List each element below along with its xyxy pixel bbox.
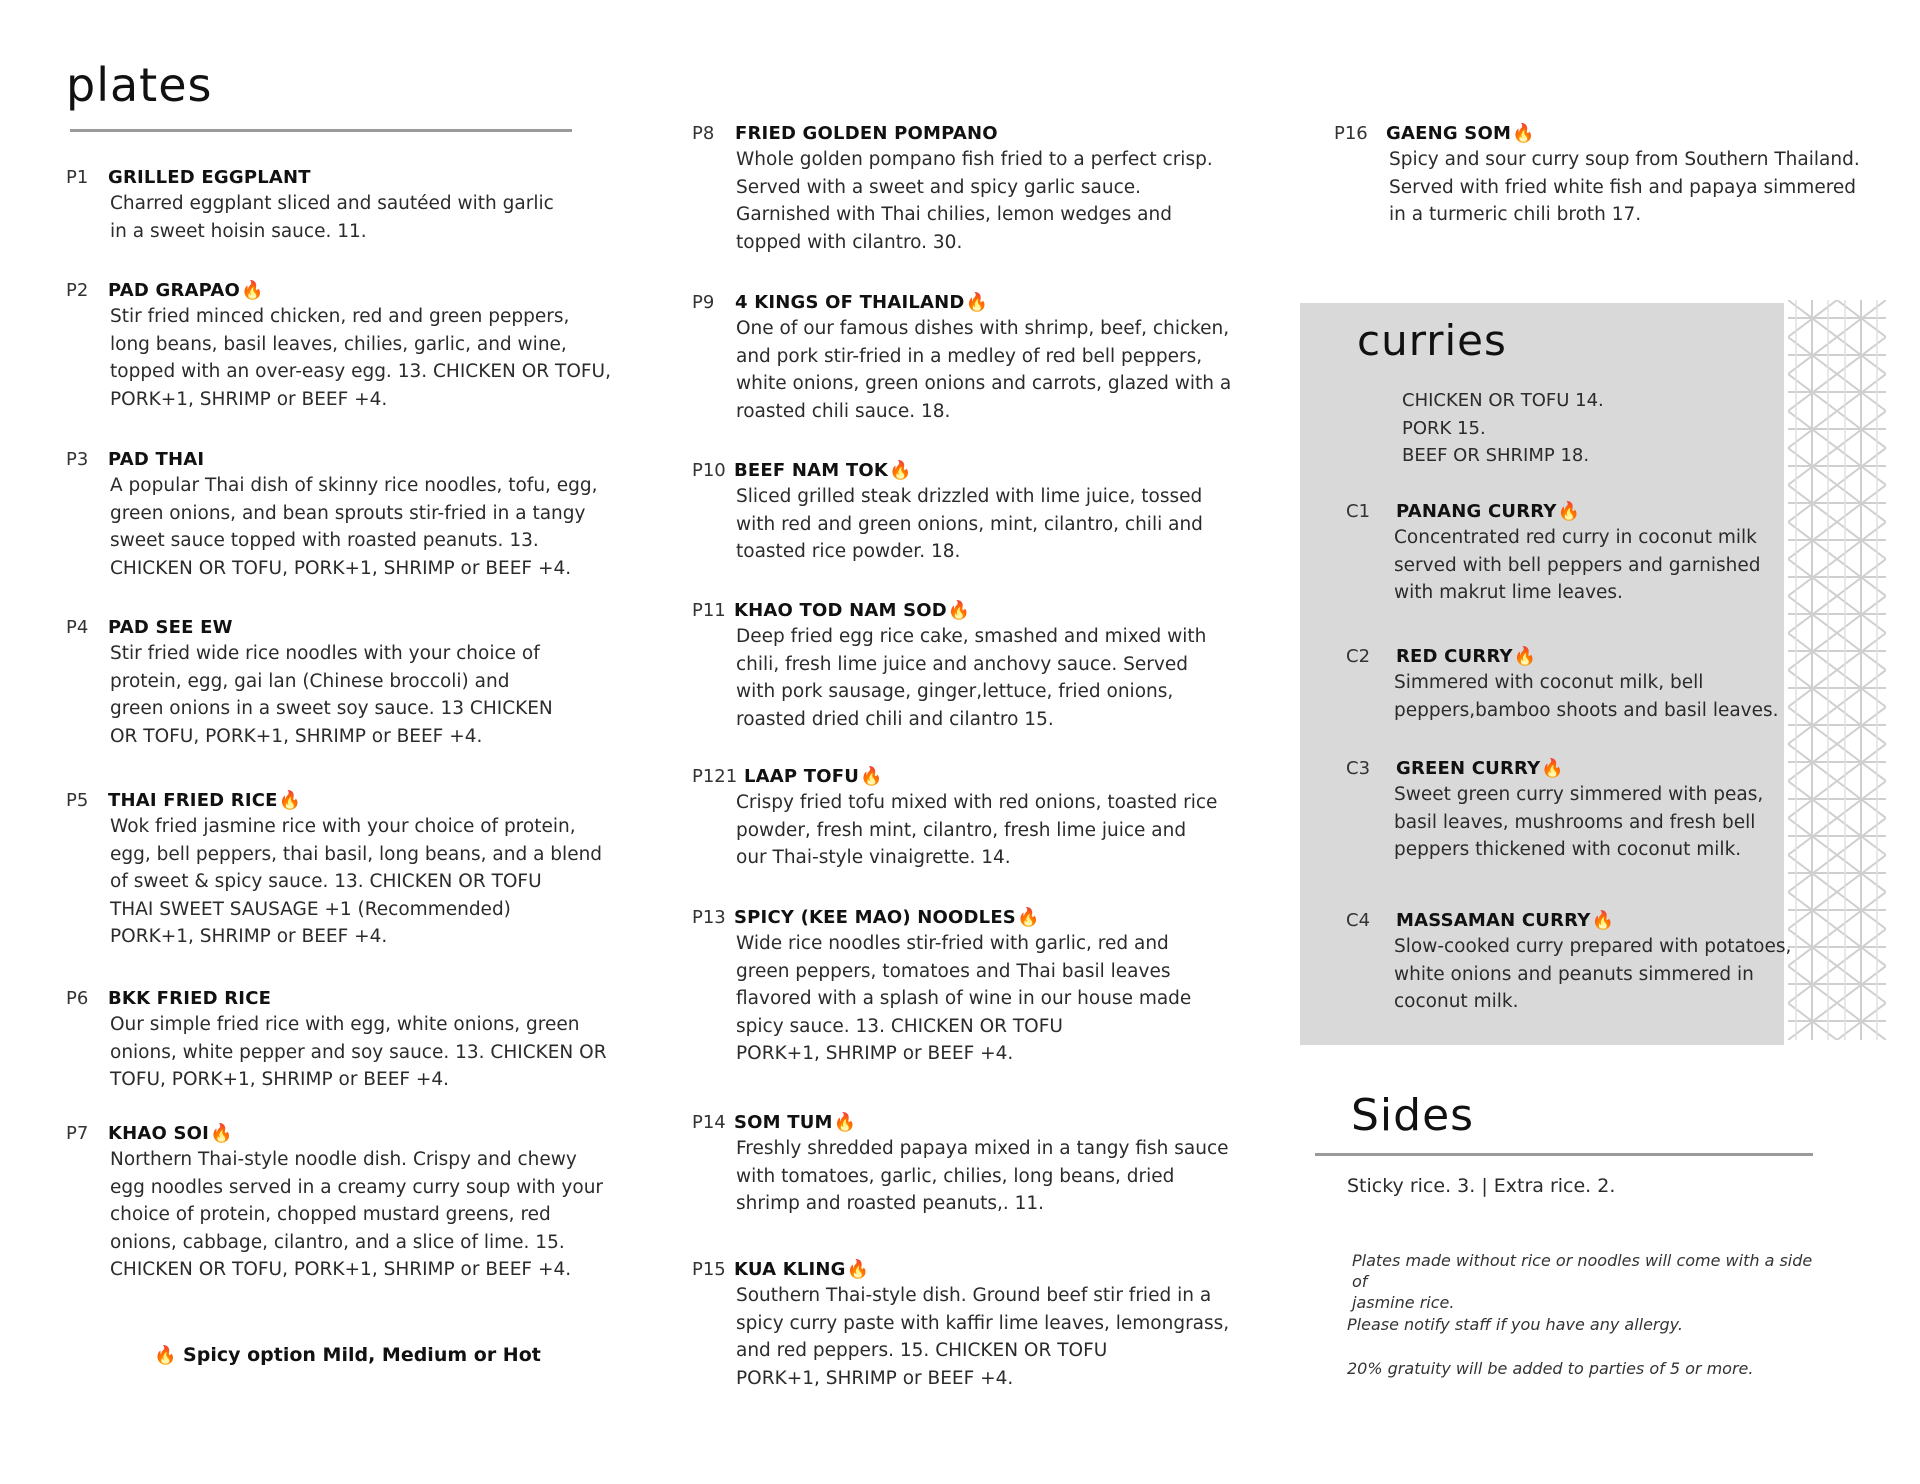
item-name: FRIED GOLDEN POMPANO [735, 123, 998, 144]
fire-icon: 🔥 [154, 1345, 177, 1366]
menu-item-header [66, 987, 607, 1011]
plates-title: plates [66, 58, 213, 112]
item-description: Wok fried jasmine rice with your choice of protein, egg, bell peppers, thai basil, long beans, and a blend of sweet & spicy sauce. 13. CHICKEN OR TOFU THAI SWEET SAUSAGE +1 (Recommended) PORK+1, SHRIMP or BEEF +4. [110, 816, 603, 947]
item-code: P4 [66, 617, 89, 638]
item-code: P11 [692, 600, 726, 621]
item-description: Southern Thai-style dish. Ground beef stir fried in a spicy curry paste with kaffir lime leaves, lemongrass, and red peppers. 15. CHICKEN OR TOFU PORK+1, SHRIMP or BEEF +4. [736, 1285, 1230, 1389]
menu-item-header [692, 1258, 1229, 1282]
item-name: MASSAMAN CURRY [1396, 910, 1591, 931]
menu-item [692, 459, 1203, 566]
fire-icon: 🔥 [1512, 123, 1535, 144]
fire-icon: 🔥 [888, 460, 912, 481]
menu-item [692, 906, 1191, 1068]
menu-item-header [66, 279, 611, 303]
menu-item [66, 279, 611, 413]
item-name: KHAO TOD NAM SOD [734, 600, 947, 621]
spicy-legend-text: Spicy option Mild, Medium or Hot [183, 1344, 541, 1366]
note-rice: Plates made without rice or noodles will come with a side of jasmine rice. [1352, 1251, 1813, 1312]
item-code: P16 [1334, 123, 1368, 144]
item-name: SPICY (KEE MAO) NOODLES [734, 907, 1016, 928]
item-code: P2 [66, 280, 89, 301]
item-name: GRILLED EGGPLANT [108, 167, 311, 188]
lattice-pattern-icon [1788, 300, 1886, 1040]
menu-item-header [1346, 757, 1763, 781]
curries-prices [1402, 387, 1604, 470]
fire-icon: 🔥 [846, 1259, 870, 1280]
item-description: Slow-cooked curry prepared with potatoes, white onions and peanuts simmered in coconut milk. [1394, 936, 1792, 1012]
menu-item-header [1346, 645, 1779, 669]
menu-item [1346, 500, 1761, 607]
menu-item-header [692, 122, 1213, 146]
item-name: BKK FRIED RICE [108, 988, 272, 1009]
item-description: Simmered with coconut milk, bell peppers,bamboo shoots and basil leaves. [1394, 672, 1779, 721]
item-name: THAI FRIED RICE [108, 790, 278, 811]
menu-item-header [1334, 122, 1860, 146]
menu-item [66, 448, 598, 582]
fire-icon: 🔥 [833, 1112, 857, 1133]
item-description: Sweet green curry simmered with peas, basil leaves, mushrooms and fresh bell peppers thickened with coconut milk. [1394, 784, 1764, 860]
menu-item [66, 616, 553, 750]
item-code: P121 [692, 766, 738, 787]
item-code: P14 [692, 1112, 726, 1133]
item-description: One of our famous dishes with shrimp, beef, chicken, and pork stir-fried in a medley of red bell peppers, white onions, green onions and carrots, glazed with a roasted chili sauce. 18. [736, 318, 1232, 422]
fire-icon: 🔥 [1557, 501, 1580, 522]
sides-text: Sticky rice. 3. | Extra rice. 2. [1347, 1175, 1616, 1197]
item-code: C4 [1346, 910, 1371, 931]
item-code: P3 [66, 449, 89, 470]
menu-item-header [692, 906, 1191, 930]
sides-title: Sides [1351, 1090, 1475, 1141]
item-code: C3 [1346, 758, 1371, 779]
item-name: PAD GRAPAO [108, 280, 241, 301]
menu-item [1334, 122, 1860, 229]
menu-item-header [66, 789, 602, 813]
curries-title: curries [1357, 316, 1507, 365]
item-code: C2 [1346, 646, 1371, 667]
decorative-pattern [1788, 300, 1886, 1040]
curry-price-line: BEEF OR SHRIMP 18. [1402, 445, 1590, 466]
fire-icon: 🔥 [1541, 758, 1564, 779]
item-code: P10 [692, 460, 726, 481]
sides-rule [1315, 1153, 1813, 1156]
menu-item [692, 1258, 1229, 1392]
item-description: Wide rice noodles stir-fried with garlic, red and green peppers, tomatoes and Thai basil leaves flavored with a splash of wine in our house made spicy sauce. 13. CHICKEN OR TOFU PORK+1, SHRIMP or BEEF +4. [736, 933, 1192, 1064]
item-description: A popular Thai dish of skinny rice noodles, tofu, egg, green onions, and bean sprouts stir-fried in a tangy sweet sauce topped with roasted peanuts. 13. CHICKEN OR TOFU, PORK+1, SHRIMP or BEEF +4. [110, 475, 598, 579]
curry-price-line: CHICKEN OR TOFU 14. [1402, 390, 1604, 411]
menu-item [66, 789, 602, 951]
item-description: Spicy and sour curry soup from Southern Thailand. Served with fried white fish and papaya simmered in a turmeric chili broth 17. [1389, 149, 1860, 225]
item-code: P6 [66, 988, 89, 1009]
menu-item-header [692, 1111, 1229, 1135]
item-description: Stir fried minced chicken, red and green peppers, long beans, basil leaves, chilies, garlic, and wine, topped with an over-easy egg. 13. CHICKEN OR TOFU, PORK+1, SHRIMP or BEEF +4. [110, 306, 611, 410]
menu-item [66, 166, 554, 245]
item-code: P8 [692, 123, 715, 144]
item-name: PANANG CURRY [1396, 501, 1557, 522]
item-description: Freshly shredded papaya mixed in a tangy fish sauce with tomatoes, garlic, chilies, long beans, dried shrimp and roasted peanuts,. 11. [736, 1138, 1229, 1214]
fire-icon: 🔥 [241, 280, 264, 301]
menu-item-header [692, 765, 1217, 789]
menu-item-header [66, 448, 598, 472]
plates-rule [70, 129, 572, 132]
item-description: Charred eggplant sliced and sautéed with garlic in a sweet hoisin sauce. 11. [110, 193, 554, 242]
item-description: Concentrated red curry in coconut milk served with bell peppers and garnished with makrut lime leaves. [1394, 527, 1761, 603]
note-gratuity: 20% gratuity will be added to parties of 5 or more. [1347, 1359, 1754, 1378]
menu-item-header [692, 599, 1206, 623]
item-name: GAENG SOM [1386, 123, 1512, 144]
fire-icon: 🔥 [278, 790, 302, 811]
item-description: Crispy fried tofu mixed with red onions, toasted rice powder, fresh mint, cilantro, fresh lime juice and our Thai-style vinaigrette. 14. [736, 792, 1218, 868]
item-name: KHAO SOI [108, 1123, 210, 1144]
menu-item-header [1346, 500, 1761, 524]
fire-icon: 🔥 [210, 1123, 233, 1144]
item-code: P15 [692, 1259, 726, 1280]
item-code: P9 [692, 292, 715, 313]
item-code: P5 [66, 790, 89, 811]
menu-item [692, 765, 1217, 872]
menu-item [692, 122, 1213, 256]
spicy-legend [153, 1344, 541, 1366]
fire-icon: 🔥 [965, 292, 988, 313]
fire-icon: 🔥 [860, 766, 883, 787]
item-description: Northern Thai-style noodle dish. Crispy and chewy egg noodles served in a creamy curry soup with your choice of protein, chopped mustard greens, red onions, cabbage, cilantro, and a slice of lime. 15. CHICKEN OR TOFU, PORK+1, SHRIMP or BEEF +4. [110, 1149, 604, 1280]
fire-icon: 🔥 [1591, 910, 1614, 931]
item-description: Stir fried wide rice noodles with your choice of protein, egg, gai lan (Chinese broccoli) and green onions in a sweet soy sauce. 13 CHICKEN OR TOFU, PORK+1, SHRIMP or BEEF +4. [110, 643, 553, 747]
menu-item-header [692, 459, 1203, 483]
menu-item [1346, 645, 1779, 724]
item-description: Whole golden pompano fish fried to a perfect crisp. Served with a sweet and spicy garlic sauce. Garnished with Thai chilies, lemon wedges and topped with cilantro. 30. [736, 149, 1213, 253]
item-name: PAD SEE EW [108, 617, 233, 638]
menu-item [1346, 757, 1763, 864]
menu-item-header [66, 1122, 603, 1146]
curry-price-line: PORK 15. [1402, 417, 1486, 439]
fire-icon: 🔥 [1016, 907, 1040, 928]
menu-item [66, 1122, 603, 1284]
menu-item-header [66, 616, 553, 640]
item-description: Our simple fried rice with egg, white onions, green onions, white pepper and soy sauce. 13. CHICKEN OR TOFU, PORK+1, SHRIMP or BEEF +4. [110, 1014, 607, 1090]
item-description: Deep fried egg rice cake, smashed and mixed with chili, fresh lime juice and anchovy sauce. Served with pork sausage, ginger,lettuce, fried onions, roasted dried chili and cilantro 15. [736, 626, 1207, 730]
menu-item [66, 987, 607, 1094]
menu-item [1346, 909, 1791, 1016]
menu-item [692, 291, 1231, 425]
note-allergy: Please notify staff if you have any allergy. [1347, 1315, 1683, 1334]
menu-item-header [692, 291, 1231, 315]
item-name: PAD THAI [108, 449, 205, 470]
menu-item-header [66, 166, 554, 190]
item-name: LAAP TOFU [744, 766, 860, 787]
item-name: 4 KINGS OF THAILAND [735, 292, 965, 313]
item-code: P7 [66, 1123, 89, 1144]
fire-icon: 🔥 [1513, 646, 1537, 667]
item-name: GREEN CURRY [1396, 758, 1541, 779]
item-name: KUA KLING [734, 1259, 846, 1280]
item-description: Sliced grilled steak drizzled with lime juice, tossed with red and green onions, mint, cilantro, chili and toasted rice powder. 18. [736, 486, 1203, 562]
menu-item [692, 1111, 1229, 1218]
menu-item-header [1346, 909, 1791, 933]
item-code: P1 [66, 167, 89, 188]
menu-item [692, 599, 1206, 733]
item-code: C1 [1346, 501, 1371, 522]
item-name: RED CURRY [1396, 646, 1513, 667]
item-code: P13 [692, 907, 726, 928]
item-name: SOM TUM [734, 1112, 833, 1133]
item-name: BEEF NAM TOK [734, 460, 888, 481]
fire-icon: 🔥 [947, 600, 971, 621]
